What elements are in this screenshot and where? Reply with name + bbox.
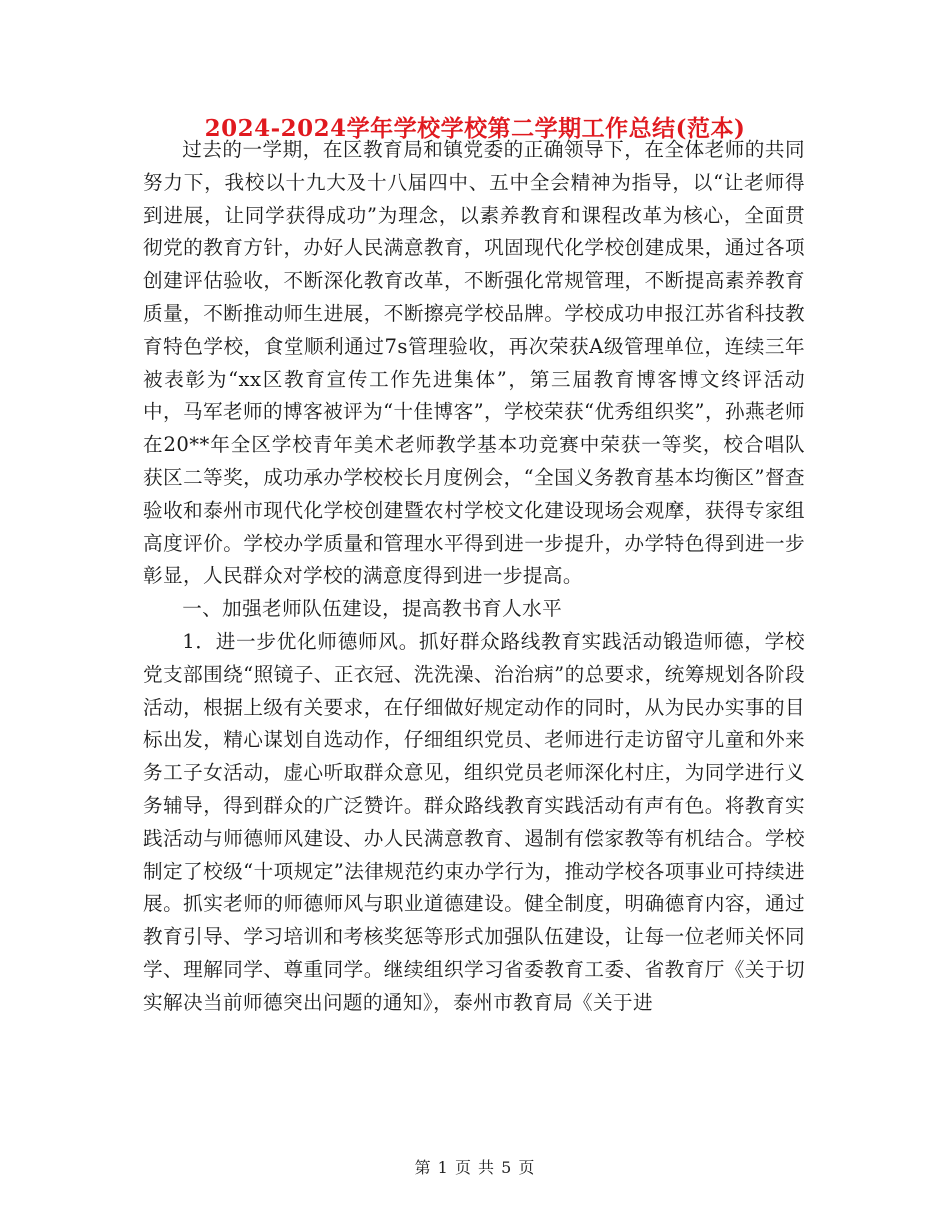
section-heading: 一、加强老师队伍建设，提高教书育人水平: [182, 597, 563, 621]
body-paragraph: 1．进一步优化师德师风。抓好群众路线教育实践活动锻造师德，学校党支部围绕“照镜子、正衣冠、洗洗澡、治治病”的总要求，统筹规划各阶段活动，根据上级有关要求，在仔细做好规定动作的同时，从为民办实事的目标出发，精心谋划自选动作，仔细组织党员、老师进行走访留守儿童和外来务工子女活动，虚心听取群众意见，组织党员老师深化村庄，为同学进行义务辅导，得到群众的广泛赞许。群众路线教育实践活动有声有色。将教育实践活动与师德师风建设、办人民满意教育、遏制有偿家教等有机结合。学校制定了校级“十项规定”法律规范约束办学行为，推动学校各项事业可持续进展。抓实老师的师德师风与职业道德建设。健全制度，明确德育内容，通过教育引导、学习培训和考核奖惩等形式加强队伍建设，让每一位老师关怀同学、理解同学、尊重同学。继续组织学习省委教育工委、省教育厅《关于切实解决当前师德突出问题的通知》，泰州市教育局《关于进: [143, 629, 805, 1014]
intro-paragraph: 过去的一学期，在区教育局和镇党委的正确领导下，在全体老师的共同努力下，我校以十九大及十八届四中、五中全会精神为指导，以“让老师得到进展，让同学获得成功”为理念，以素养教育和课程改革为核心，全面贯彻党的教育方针，办好人民满意教育，巩固现代化学校创建成果，通过各项创建评估验收，不断深化教育改革，不断强化常规管理，不断提高素养教育质量，不断推动师生进展，不断擦亮学校品牌。学校成功申报江苏省科技教育特色学校，食堂顺利通过7s管理验收，再次荣获A级管理单位，连续三年被表彰为“xx区教育宣传工作先进集体”，第三届教育博客博文终评活动中，马军老师的博客被评为“十佳博客”，学校荣获“优秀组织奖”，孙燕老师在20**年全区学校青年美术老师教学基本功竞赛中荣获一等奖，校合唱队获区二等奖，成功承办学校校长月度例会，“全国义务教育基本均衡区”督查验收和泰州市现代化学校创建暨农村学校文化建设现场会观摩，获得专家组高度评价。学校办学质量和管理水平得到进一步提升，办学特色得到进一步彰显，人民群众对学校的满意度得到进一步提高。: [143, 138, 805, 588]
document-body: [143, 134, 805, 1020]
page-footer: 第 1 页 共 5 页: [414, 1158, 536, 1177]
document-title: 2024-2024学年学校学校第二学期工作总结(范本): [204, 115, 746, 142]
